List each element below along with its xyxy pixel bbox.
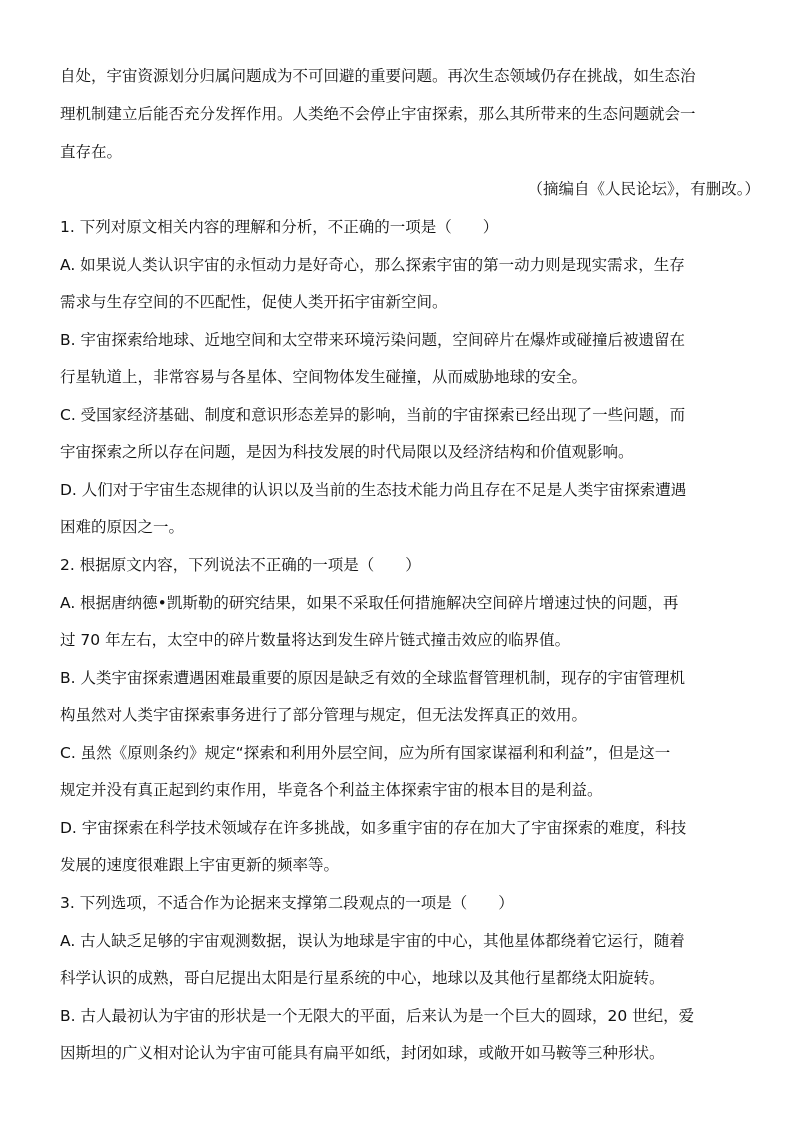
option-c-line-2: 宇宙探索之所以存在问题，是因为科技发展的时代局限以及经济结构和价值观影响。	[60, 443, 634, 461]
option-d-line-1: D. 宇宙探索在科学技术领域存在许多挑战，如多重宇宙的存在加大了宇宙探索的难度，科技	[60, 819, 687, 837]
option-a-line-1: A. 古人缺乏足够的宇宙观测数据，误认为地球是宇宙的中心，其他星体都绕着它运行，随着	[60, 932, 685, 950]
option-b-line-2: 构虽然对人类宇宙探索事务进行了部分管理与规定，但无法发挥真正的效用。	[60, 706, 588, 724]
option-a-line-1: A. 根据唐纳德•凯斯勒的研究结果，如果不采取任何措施解决空间碎片增速过快的问题，再	[60, 594, 679, 612]
question-stem: 2. 根据原文内容，下列说法不正确的一项是（ ）	[60, 556, 421, 574]
option-c-line-1: C. 虽然《原则条约》规定“探索和利用外层空间，应为所有国家谋福利和利益”，但是这一	[60, 744, 671, 762]
option-a-line-2: 需求与生存空间的不匹配性，促使人类开拓宇宙新空间。	[60, 293, 448, 311]
option-b-line-1: B. 古人最初认为宇宙的形状是一个无限大的平面，后来认为是一个巨大的圆球，20 世纪，爱	[60, 1007, 695, 1025]
question-stem: 1. 下列对原文相关内容的理解和分析，不正确的一项是（ ）	[60, 218, 499, 236]
option-c-line-1: C. 受国家经济基础、制度和意识形态差异的影响，当前的宇宙探索已经出现了一些问题，而	[60, 406, 686, 424]
option-d-line-2: 困难的原因之一。	[60, 518, 185, 536]
question-stem: 3. 下列选项，不适合作为论据来支撑第二段观点的一项是（ ）	[60, 894, 514, 912]
option-a-line-1: A. 如果说人类认识宇宙的永恒动力是好奇心，那么探索宇宙的第一动力则是现实需求，生存	[60, 256, 685, 274]
passage-source: （摘编自《人民论坛》，有删改。）	[527, 180, 760, 198]
option-a-line-2: 过 70 年左右，太空中的碎片数量将达到发生碎片链式撞击效应的临界值。	[60, 631, 571, 649]
passage-line: 直存在。	[60, 143, 123, 161]
option-d-line-2: 发展的速度很难跟上宇宙更新的频率等。	[60, 856, 340, 874]
option-a-line-2: 科学认识的成熟，哥白尼提出太阳是行星系统的中心，地球以及其他行星都绕太阳旋转。	[60, 969, 665, 987]
option-b-line-2: 因斯坦的广义相对论认为宇宙可能具有扁平如纸，封闭如球，或敞开如马鞍等三种形状。	[60, 1044, 665, 1062]
option-b-line-1: B. 人类宇宙探索遭遇困难最重要的原因是缺乏有效的全球监督管理机制，现存的宇宙管理机	[60, 669, 685, 687]
passage-line: 自处，宇宙资源划分归属问题成为不可回避的重要问题。再次生态领域仍存在挑战，如生态治	[60, 67, 696, 85]
option-d-line-1: D. 人们对于宇宙生态规律的认识以及当前的生态技术能力尚且存在不足是人类宇宙探索遭遇	[60, 481, 687, 499]
option-c-line-2: 规定并没有真正起到约束作用，毕竟各个利益主体探索宇宙的根本目的是利益。	[60, 781, 603, 799]
option-b-line-2: 行星轨道上，非常容易与各星体、空间物体发生碰撞，从而威胁地球的安全。	[60, 368, 588, 386]
option-b-line-1: B. 宇宙探索给地球、近地空间和太空带来环境污染问题，空间碎片在爆炸或碰撞后被遗留在	[60, 331, 685, 349]
passage-line: 理机制建立后能否充分发挥作用。人类绝不会停止宇宙探索，那么其所带来的生态问题就会一	[60, 105, 696, 123]
